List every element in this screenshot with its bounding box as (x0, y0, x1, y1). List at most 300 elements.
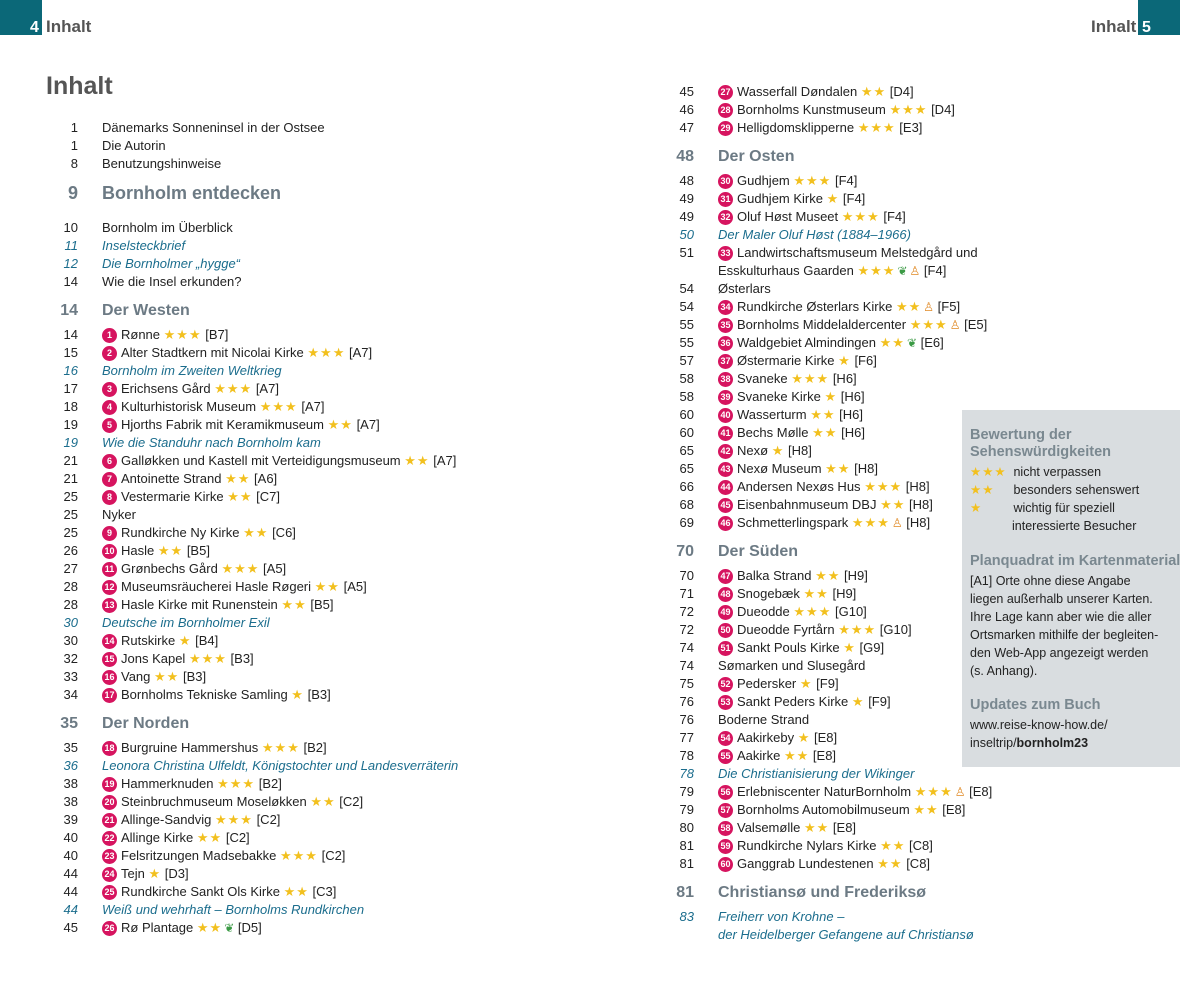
toc-page-number: 8 (70, 156, 78, 171)
toc-entry-text (718, 657, 865, 675)
rating-stars: ★★★ (889, 102, 928, 117)
toc-entry[interactable] (664, 244, 1164, 262)
legend-grid-line: den Web-App angezeigt werden (970, 646, 1149, 660)
map-grid-ref: [C8] (906, 856, 931, 871)
toc-page-number: 75 (679, 676, 694, 691)
poi-number-badge: 59 (718, 839, 733, 854)
toc-entry[interactable] (48, 614, 548, 632)
rating-stars: ★★★ (259, 399, 298, 414)
toc-entry-title: Wie die Insel erkunden? (102, 274, 242, 289)
toc-entry-title: Østermarie Kirke (737, 353, 835, 368)
map-grid-ref: [A6] (254, 471, 278, 486)
toc-page-number: 77 (679, 730, 694, 745)
toc-entry[interactable] (48, 919, 548, 937)
toc-entry[interactable] (48, 344, 548, 362)
poi-number-badge: 34 (718, 300, 733, 315)
poi-number-badge: 16 (102, 670, 117, 685)
toc-entry-title: Rundkirche Ny Kirke (121, 525, 240, 540)
map-grid-ref: [G10] (879, 622, 912, 637)
map-grid-ref: [E8] (812, 748, 837, 763)
toc-page-number: 34 (63, 687, 78, 702)
map-grid-ref: [H6] (832, 371, 857, 386)
toc-entry[interactable] (664, 819, 1164, 837)
toc-entry-title: Leonora Christina Ulfeldt, Königstochter und Landesverräterin (102, 758, 459, 773)
rating-stars: ★★ (314, 579, 340, 594)
poi-number-badge: 41 (718, 426, 733, 441)
toc-entry-text (718, 837, 933, 855)
toc-entry-title: Alter Stadtkern mit Nicolai Kirke (121, 345, 304, 360)
toc-entry-text (718, 442, 812, 460)
toc-entry-title: Der Süden (718, 543, 799, 560)
toc-page-number: 72 (679, 622, 694, 637)
tree-icon: ❦ (906, 336, 917, 350)
rating-stars: ★★★ (793, 604, 832, 619)
map-grid-ref: [B4] (195, 633, 219, 648)
toc-page-number: 45 (679, 84, 694, 99)
toc-entry[interactable] (48, 757, 548, 775)
kid-icon: ♙ (891, 516, 903, 530)
toc-entry-title: Felsritzungen Madsebakke (121, 848, 277, 863)
rating-stars: ★★ (227, 489, 253, 504)
map-grid-ref: [A5] (263, 561, 287, 576)
toc-entry-text (102, 829, 250, 847)
toc-entry[interactable] (664, 801, 1164, 819)
right-page-number: 5 (1142, 19, 1151, 36)
poi-number-badge: 25 (102, 885, 117, 900)
toc-entry[interactable] (48, 847, 548, 865)
poi-number-badge: 17 (102, 688, 117, 703)
rating-stars: ★★ (825, 461, 851, 476)
toc-page-number: 65 (679, 443, 694, 458)
map-grid-ref: [H9] (844, 568, 868, 583)
rating-stars: ★★★ (909, 317, 948, 332)
map-grid-ref: [C3] (312, 884, 337, 899)
toc-entry[interactable] (48, 524, 548, 542)
toc-page-number: 69 (679, 515, 694, 530)
toc-entry-title: Burgruine Hammershus (121, 740, 259, 755)
toc-page-number: 9 (67, 183, 78, 203)
poi-number-badge: 28 (718, 103, 733, 118)
rating-stars: ★ (843, 640, 856, 655)
toc-entry-text (718, 388, 865, 406)
toc-entry[interactable] (48, 219, 548, 237)
toc-entry-text (102, 380, 279, 398)
toc-page-number: 15 (63, 345, 78, 360)
poi-number-badge: 33 (718, 246, 733, 261)
toc-entry-text (718, 298, 960, 316)
poi-number-badge: 36 (718, 336, 733, 351)
rating-stars: ★★★ (214, 812, 253, 827)
toc-entry-text (102, 739, 327, 757)
rating-stars: ★★ (157, 543, 184, 558)
toc-entry-text (102, 901, 364, 919)
toc-entry-title: Hasle Kirke mit Runenstein (121, 597, 278, 612)
toc-entry-title: Bornholm entdecken (102, 183, 282, 203)
rating-stars: ★ (838, 353, 851, 368)
toc-entry[interactable] (48, 470, 548, 488)
toc-entry[interactable] (48, 237, 548, 255)
toc-entry-title: Dueodde Fyrtårn (737, 622, 835, 637)
toc-entry[interactable] (48, 398, 548, 416)
map-grid-ref: [C8] (909, 838, 933, 853)
toc-page-number: 28 (63, 579, 78, 594)
toc-entry[interactable] (48, 650, 548, 668)
toc-entry[interactable] (664, 334, 1164, 352)
toc-entry-title: Vestermarie Kirke (121, 489, 224, 504)
toc-entry[interactable] (48, 811, 548, 829)
rating-stars: ★★★ (791, 371, 830, 386)
toc-page-number: 72 (679, 604, 694, 619)
rating-stars: ★★★ (841, 209, 880, 224)
toc-entry[interactable] (48, 255, 548, 273)
poi-number-badge: 48 (718, 587, 733, 602)
map-grid-ref: [B7] (205, 327, 229, 342)
rating-stars: ★★ (196, 830, 223, 845)
toc-entry[interactable] (664, 926, 1164, 944)
toc-entry[interactable] (48, 775, 548, 793)
rating-stars: ★★ (783, 748, 810, 763)
toc-entry[interactable] (48, 560, 548, 578)
toc-entry[interactable] (48, 632, 548, 650)
rating-stars: ★★★ (857, 120, 896, 135)
toc-page-number: 14 (63, 274, 78, 289)
map-grid-ref: [B3] (307, 687, 331, 702)
rating-stars: ★★★ (188, 651, 227, 666)
toc-entry-text (718, 819, 856, 837)
toc-entry-text (718, 460, 878, 478)
toc-entry[interactable] (48, 273, 548, 291)
rating-stars: ★★★ (864, 479, 903, 494)
toc-entry[interactable] (664, 101, 1164, 119)
toc-page-number: 48 (679, 173, 694, 188)
toc-entry-title: Waldgebiet Almindingen (737, 335, 876, 350)
poi-number-badge: 22 (102, 831, 117, 846)
toc-page-number: 68 (679, 497, 694, 512)
map-grid-ref: [H6] (840, 389, 865, 404)
toc-entry-title: Schmetterlingspark (737, 515, 849, 530)
legend-grid-line: Ihre Lage kann aber wie die aller (970, 610, 1152, 624)
toc-entry-text (718, 747, 836, 765)
poi-number-badge: 26 (102, 921, 117, 936)
toc-entry[interactable] (48, 793, 548, 811)
toc-entry-title: Galløkken und Kastell mit Verteidigungsmuseum (121, 453, 401, 468)
toc-entry-text (102, 614, 270, 632)
toc-entry[interactable] (48, 380, 548, 398)
poi-number-badge: 55 (718, 749, 733, 764)
toc-entry[interactable] (664, 765, 1164, 783)
rating-stars: ★ (797, 730, 811, 745)
toc-section (48, 713, 548, 735)
toc-entry[interactable] (48, 416, 548, 434)
map-grid-ref: [B2] (258, 776, 282, 791)
toc-entry[interactable] (664, 262, 1164, 280)
toc-entry-text (718, 370, 857, 388)
toc-entry-title: Sankt Pouls Kirke (737, 640, 840, 655)
poi-number-badge: 38 (718, 372, 733, 387)
toc-entry-text (718, 352, 877, 370)
poi-number-badge: 31 (718, 192, 733, 207)
rating-stars: ★★ (877, 856, 903, 871)
toc-entry-text (102, 182, 281, 204)
toc-page-number: 81 (679, 856, 694, 871)
toc-entry[interactable] (664, 783, 1164, 801)
toc-entry-text (102, 237, 185, 255)
map-grid-ref: [H9] (832, 586, 857, 601)
toc-entry-text (718, 567, 868, 585)
toc-entry-title: Rundkirche Nylars Kirke (737, 838, 877, 853)
toc-entry-text (718, 244, 978, 262)
toc-page-number: 76 (679, 712, 694, 727)
toc-page-number: 60 (679, 425, 694, 440)
legend-grid-line: liegen außerhalb unserer Karten. (970, 592, 1153, 606)
toc-entry-text (102, 434, 321, 452)
poi-number-badge: 6 (102, 454, 117, 469)
map-grid-ref: [C2] (225, 830, 250, 845)
toc-entry-text (102, 452, 456, 470)
toc-entry[interactable] (48, 506, 548, 524)
poi-number-badge: 18 (102, 741, 117, 756)
map-grid-ref: [H8] (906, 515, 931, 530)
poi-number-badge: 7 (102, 472, 117, 487)
kid-icon: ♙ (949, 318, 961, 332)
toc-page-number: 50 (679, 227, 694, 242)
toc-entry-text (718, 496, 933, 514)
rating-stars: ★★★ (221, 561, 260, 576)
poi-number-badge: 19 (102, 777, 117, 792)
toc-entry[interactable] (664, 352, 1164, 370)
legend-grid-line: Ortsmarken mithilfe der begleiten- (970, 628, 1159, 642)
toc-entry-title: Vang (121, 669, 151, 684)
rating-stars: ★★★ (261, 740, 300, 755)
rating-stars: ★★ (913, 802, 939, 817)
toc-page-number: 74 (679, 640, 694, 655)
poi-number-badge: 44 (718, 480, 733, 495)
toc-entry-title: Østerlars (718, 281, 771, 296)
toc-entry[interactable] (48, 901, 548, 919)
toc-page-number: 44 (63, 902, 78, 917)
toc-entry-text (718, 765, 914, 783)
toc-entry-title: Antoinette Strand (121, 471, 222, 486)
rating-stars: ★ (826, 191, 840, 206)
toc-entry-text (102, 119, 325, 137)
toc-entry[interactable] (48, 326, 548, 344)
rating-stars: ★★ (812, 425, 838, 440)
toc-entry-text (718, 585, 856, 603)
toc-entry[interactable] (664, 172, 1164, 190)
toc-entry[interactable] (664, 226, 1164, 244)
toc-entry[interactable] (664, 855, 1164, 873)
toc-entry[interactable] (48, 119, 548, 137)
legend-rating-title-2: Sehenswürdigkeiten (970, 444, 1112, 460)
toc-entry[interactable] (48, 596, 548, 614)
map-grid-ref: [G9] (859, 640, 885, 655)
map-grid-ref: [D5] (237, 920, 262, 935)
map-grid-ref: [E8] (969, 784, 993, 799)
toc-page-number: 32 (63, 651, 78, 666)
rating-stars: ★★★ (217, 776, 256, 791)
toc-entry[interactable] (664, 388, 1164, 406)
rating-stars: ★★ (404, 453, 430, 468)
toc-entry[interactable] (48, 155, 548, 173)
map-grid-ref: [H6] (841, 425, 865, 440)
legend-two-stars: ★★ besonders sehenswert (970, 483, 1140, 497)
toc-entry-title: Sømarken und Slusegård (718, 658, 866, 673)
toc-entry-text (718, 541, 798, 563)
toc-entry-title: Benutzungshinweise (102, 156, 222, 171)
rating-stars: ★★ (810, 407, 836, 422)
map-grid-ref: [F5] (937, 299, 961, 314)
map-grid-ref: [B2] (303, 740, 327, 755)
map-grid-ref: [C7] (256, 489, 280, 504)
toc-entry-text (718, 926, 974, 944)
toc-entry-title: Svaneke (737, 371, 788, 386)
map-grid-ref: [F4] (834, 173, 858, 188)
toc-entry[interactable] (48, 137, 548, 155)
toc-entry[interactable] (664, 190, 1164, 208)
toc-page-number: 33 (63, 669, 78, 684)
toc-entry-title: Bornholms Automobilmuseum (737, 802, 910, 817)
toc-entry[interactable] (48, 668, 548, 686)
toc-entry-text (102, 542, 210, 560)
poi-number-badge: 57 (718, 803, 733, 818)
toc-entry[interactable] (664, 837, 1164, 855)
legend-three-stars: ★★★ nicht verpassen (970, 465, 1102, 479)
toc-entry-title: Weiß und wehrhaft – Bornholms Rundkirchen (102, 902, 365, 917)
map-grid-ref: [C2] (256, 812, 281, 827)
map-grid-ref: [D4] (889, 84, 914, 99)
toc-page-number: 74 (679, 658, 694, 673)
poi-number-badge: 29 (718, 121, 733, 136)
toc-entry-text (102, 416, 380, 434)
map-grid-ref: [F9] (868, 694, 891, 709)
toc-entry[interactable] (664, 908, 1164, 926)
poi-number-badge: 54 (718, 731, 733, 746)
poi-number-badge: 9 (102, 526, 117, 541)
rating-stars: ★ (178, 633, 192, 648)
toc-entry[interactable] (48, 362, 548, 380)
toc-entry-text (718, 478, 930, 496)
poi-number-badge: 56 (718, 785, 733, 800)
toc-entry[interactable] (664, 208, 1164, 226)
map-grid-ref: [A7] (255, 381, 279, 396)
toc-entry[interactable] (48, 452, 548, 470)
toc-entry-text (102, 865, 189, 883)
toc-entry-text (102, 326, 228, 344)
toc-entry-text (718, 603, 867, 621)
toc-entry-title: Steinbruchmuseum Moseløkken (121, 794, 307, 809)
toc-page-number: 38 (63, 776, 78, 791)
toc-section (48, 182, 548, 204)
toc-entry[interactable] (664, 119, 1164, 137)
toc-page-number: 55 (679, 317, 694, 332)
toc-page-number: 70 (676, 543, 694, 560)
toc-page-number: 81 (676, 884, 694, 901)
toc-entry-title: Bornholms Kunstmuseum (737, 102, 886, 117)
toc-page-number: 78 (679, 748, 694, 763)
poi-number-badge: 53 (718, 695, 733, 710)
toc-page-number: 51 (679, 245, 694, 260)
toc-page-number: 44 (63, 866, 78, 881)
toc-page-number: 18 (63, 399, 78, 414)
toc-entry[interactable] (48, 829, 548, 847)
poi-number-badge: 5 (102, 418, 117, 433)
toc-entry-title: Gudhjem (737, 173, 790, 188)
toc-entry[interactable] (664, 316, 1164, 334)
legend-rating-title: Bewertung der (970, 427, 1072, 443)
toc-entry-title: Eisenbahnmuseum DBJ (737, 497, 877, 512)
toc-entry-title: Snogebæk (737, 586, 800, 601)
toc-page-number: 11 (64, 238, 78, 253)
toc-entry[interactable] (664, 280, 1164, 298)
toc-page-number: 14 (60, 302, 78, 319)
toc-entry[interactable] (664, 83, 1164, 101)
toc-entry[interactable] (664, 298, 1164, 316)
rating-stars: ★ (799, 676, 813, 691)
map-grid-ref: [C2] (339, 794, 364, 809)
toc-entry-text (102, 398, 324, 416)
toc-entry-text (718, 639, 884, 657)
toc-entry-text (718, 783, 992, 801)
toc-entry-title: Der Maler Oluf Høst (1884–1966) (718, 227, 911, 242)
rating-stars: ★★ (310, 794, 336, 809)
rating-stars: ★★★ (163, 327, 202, 342)
kid-icon: ♙ (954, 785, 966, 799)
poi-number-badge: 32 (718, 210, 733, 225)
toc-page-number: 21 (63, 453, 78, 468)
poi-number-badge: 1 (102, 328, 117, 343)
legend-box (962, 410, 1180, 767)
rating-stars: ★ (148, 866, 162, 881)
poi-number-badge: 52 (718, 677, 733, 692)
toc-entry-text (718, 208, 906, 226)
legend-updates-url[interactable]: www.reise-know-how.de/ (970, 718, 1108, 732)
toc-entry[interactable] (48, 883, 548, 901)
poi-number-badge: 13 (102, 598, 117, 613)
toc-entry[interactable] (48, 739, 548, 757)
toc-entry[interactable] (48, 578, 548, 596)
legend-updates-url-2[interactable]: inseltrip/bornholm23 (970, 736, 1089, 750)
poi-number-badge: 43 (718, 462, 733, 477)
rating-stars: ★★ (196, 920, 223, 935)
rating-stars: ★★ (803, 820, 830, 835)
toc-entry-title: Nexø Museum (737, 461, 822, 476)
toc-entry-title: Der Osten (718, 148, 795, 165)
toc-entry[interactable] (664, 370, 1164, 388)
toc-entry-title: Allinge-Sandvig (121, 812, 212, 827)
toc-page-number: 1 (70, 120, 78, 135)
toc-entry-text (102, 793, 363, 811)
toc-entry-title: Gudhjem Kirke (737, 191, 823, 206)
toc-entry[interactable] (48, 542, 548, 560)
toc-entry[interactable] (48, 434, 548, 452)
toc-page-number: 36 (63, 758, 78, 773)
toc-page-number: 48 (676, 148, 694, 165)
toc-page-number: 81 (679, 838, 694, 853)
poi-number-badge: 4 (102, 400, 117, 415)
rating-stars: ★★★ (793, 173, 832, 188)
toc-entry[interactable] (48, 488, 548, 506)
kid-icon: ♙ (923, 300, 935, 314)
toc-entry[interactable] (48, 686, 548, 704)
map-grid-ref: [A7] (301, 399, 325, 414)
legend-one-star: ★ wichtig für speziell (970, 501, 1115, 515)
toc-page-number: 80 (679, 820, 694, 835)
toc-section (664, 146, 1164, 168)
poi-number-badge: 30 (718, 174, 733, 189)
toc-entry-title: Rø Plantage (121, 920, 194, 935)
toc-entry[interactable] (48, 865, 548, 883)
toc-entry-title: Hammerknuden (121, 776, 214, 791)
